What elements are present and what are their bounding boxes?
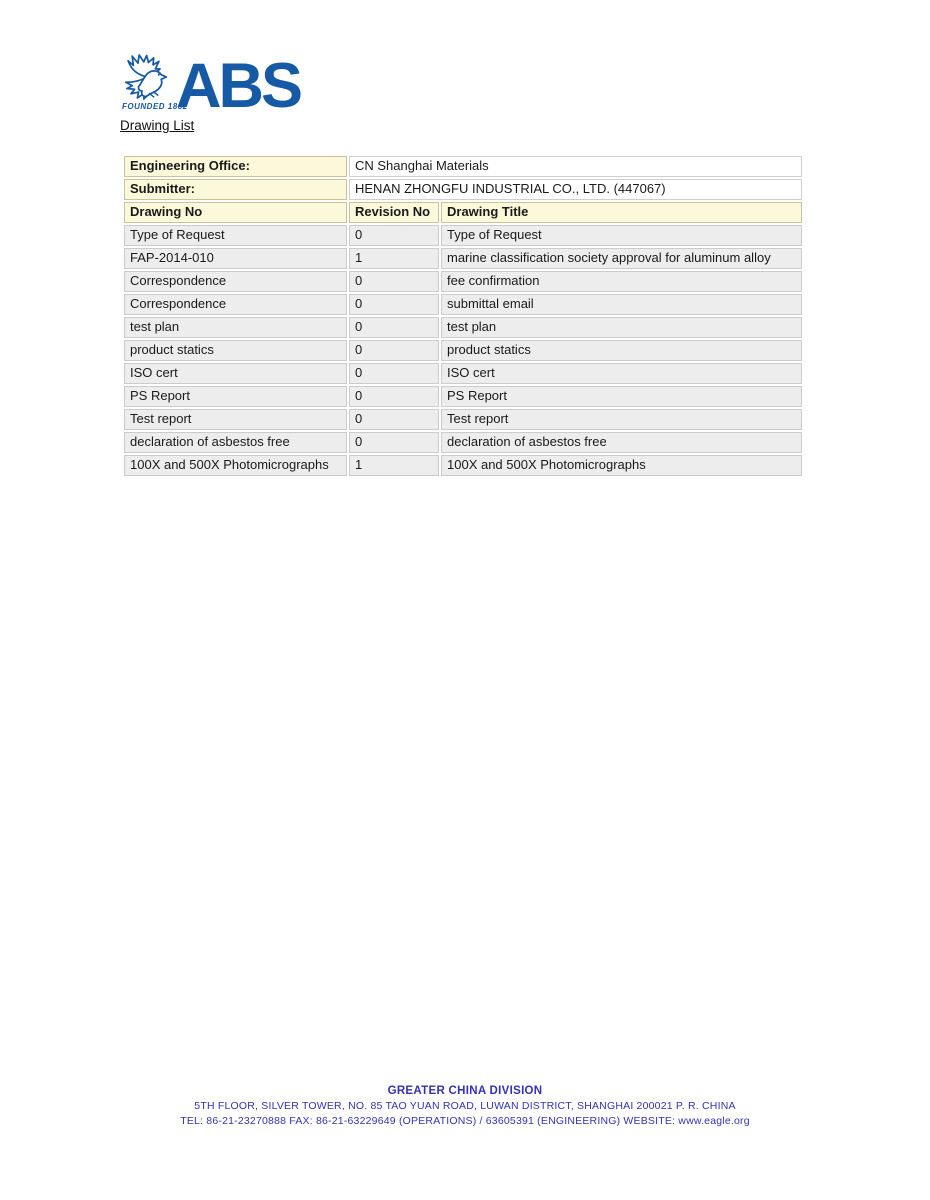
table-header-row bbox=[124, 202, 802, 223]
founded-text: FOUNDED 1862 bbox=[122, 102, 188, 111]
drawing-no-cell: PS Report bbox=[124, 386, 347, 407]
drawing-title-cell: ISO cert bbox=[441, 363, 802, 384]
letterhead-footer bbox=[0, 1085, 930, 1127]
table-row bbox=[124, 386, 802, 407]
engineering-office-label: Engineering Office: bbox=[124, 156, 347, 177]
drawing-no-cell: FAP-2014-010 bbox=[124, 248, 347, 269]
page-title: Drawing List bbox=[120, 118, 195, 133]
abs-wordmark: ABS bbox=[176, 51, 301, 121]
drawing-title-cell: 100X and 500X Photomicrographs bbox=[441, 455, 802, 476]
revision-no-cell: 0 bbox=[349, 363, 439, 384]
column-header-drawing-no: Drawing No bbox=[124, 202, 347, 223]
table-row bbox=[124, 225, 802, 246]
revision-no-cell: 0 bbox=[349, 294, 439, 315]
column-header-drawing-title: Drawing Title bbox=[441, 202, 802, 223]
table-row bbox=[124, 271, 802, 292]
table-row bbox=[124, 455, 802, 476]
drawing-title-cell: fee confirmation bbox=[441, 271, 802, 292]
table-row bbox=[124, 363, 802, 384]
revision-no-cell: 1 bbox=[349, 455, 439, 476]
drawing-list-table bbox=[122, 154, 804, 478]
drawing-title-cell: test plan bbox=[441, 317, 802, 338]
table-row bbox=[124, 317, 802, 338]
drawing-title-cell: PS Report bbox=[441, 386, 802, 407]
table-row bbox=[124, 432, 802, 453]
abs-logo bbox=[120, 52, 380, 122]
submitter-label: Submitter: bbox=[124, 179, 347, 200]
division-address: 5TH FLOOR, SILVER TOWER, NO. 85 TAO YUAN ROAD, LUWAN DISTRICT, SHANGHAI 200021 P. R. CHINA bbox=[194, 1100, 736, 1112]
revision-no-cell: 0 bbox=[349, 409, 439, 430]
revision-no-cell: 1 bbox=[349, 248, 439, 269]
drawing-title-cell: marine classification society approval for aluminum alloy bbox=[441, 248, 802, 269]
revision-no-cell: 0 bbox=[349, 432, 439, 453]
column-header-revision-no: Revision No bbox=[349, 202, 439, 223]
engineering-office-row bbox=[124, 156, 802, 177]
revision-no-cell: 0 bbox=[349, 271, 439, 292]
submitter-value: HENAN ZHONGFU INDUSTRIAL CO., LTD. (447067) bbox=[349, 179, 802, 200]
table-row bbox=[124, 294, 802, 315]
table-row bbox=[124, 248, 802, 269]
drawing-no-cell: Type of Request bbox=[124, 225, 347, 246]
revision-no-cell: 0 bbox=[349, 317, 439, 338]
drawing-title-cell: Test report bbox=[441, 409, 802, 430]
revision-no-cell: 0 bbox=[349, 386, 439, 407]
revision-no-cell: 0 bbox=[349, 225, 439, 246]
revision-no-cell: 0 bbox=[349, 340, 439, 361]
table-row bbox=[124, 340, 802, 361]
drawing-no-cell: test plan bbox=[124, 317, 347, 338]
drawing-title-cell: Type of Request bbox=[441, 225, 802, 246]
eagle-icon bbox=[120, 52, 178, 102]
drawing-title-cell: submittal email bbox=[441, 294, 802, 315]
drawing-no-cell: Correspondence bbox=[124, 271, 347, 292]
drawing-no-cell: declaration of asbestos free bbox=[124, 432, 347, 453]
drawing-no-cell: product statics bbox=[124, 340, 347, 361]
table-row bbox=[124, 409, 802, 430]
division-contact: TEL: 86-21-23270888 FAX: 86-21-63229649 (OPERATIONS) / 63605391 (ENGINEERING) WEBSITE: www.eagle.org bbox=[180, 1115, 750, 1127]
engineering-office-value: CN Shanghai Materials bbox=[349, 156, 802, 177]
drawing-no-cell: Test report bbox=[124, 409, 347, 430]
drawing-no-cell: ISO cert bbox=[124, 363, 347, 384]
submitter-row bbox=[124, 179, 802, 200]
drawing-title-cell: declaration of asbestos free bbox=[441, 432, 802, 453]
drawing-no-cell: 100X and 500X Photomicrographs bbox=[124, 455, 347, 476]
division-name: GREATER CHINA DIVISION bbox=[387, 1085, 543, 1097]
drawing-no-cell: Correspondence bbox=[124, 294, 347, 315]
drawing-title-cell: product statics bbox=[441, 340, 802, 361]
